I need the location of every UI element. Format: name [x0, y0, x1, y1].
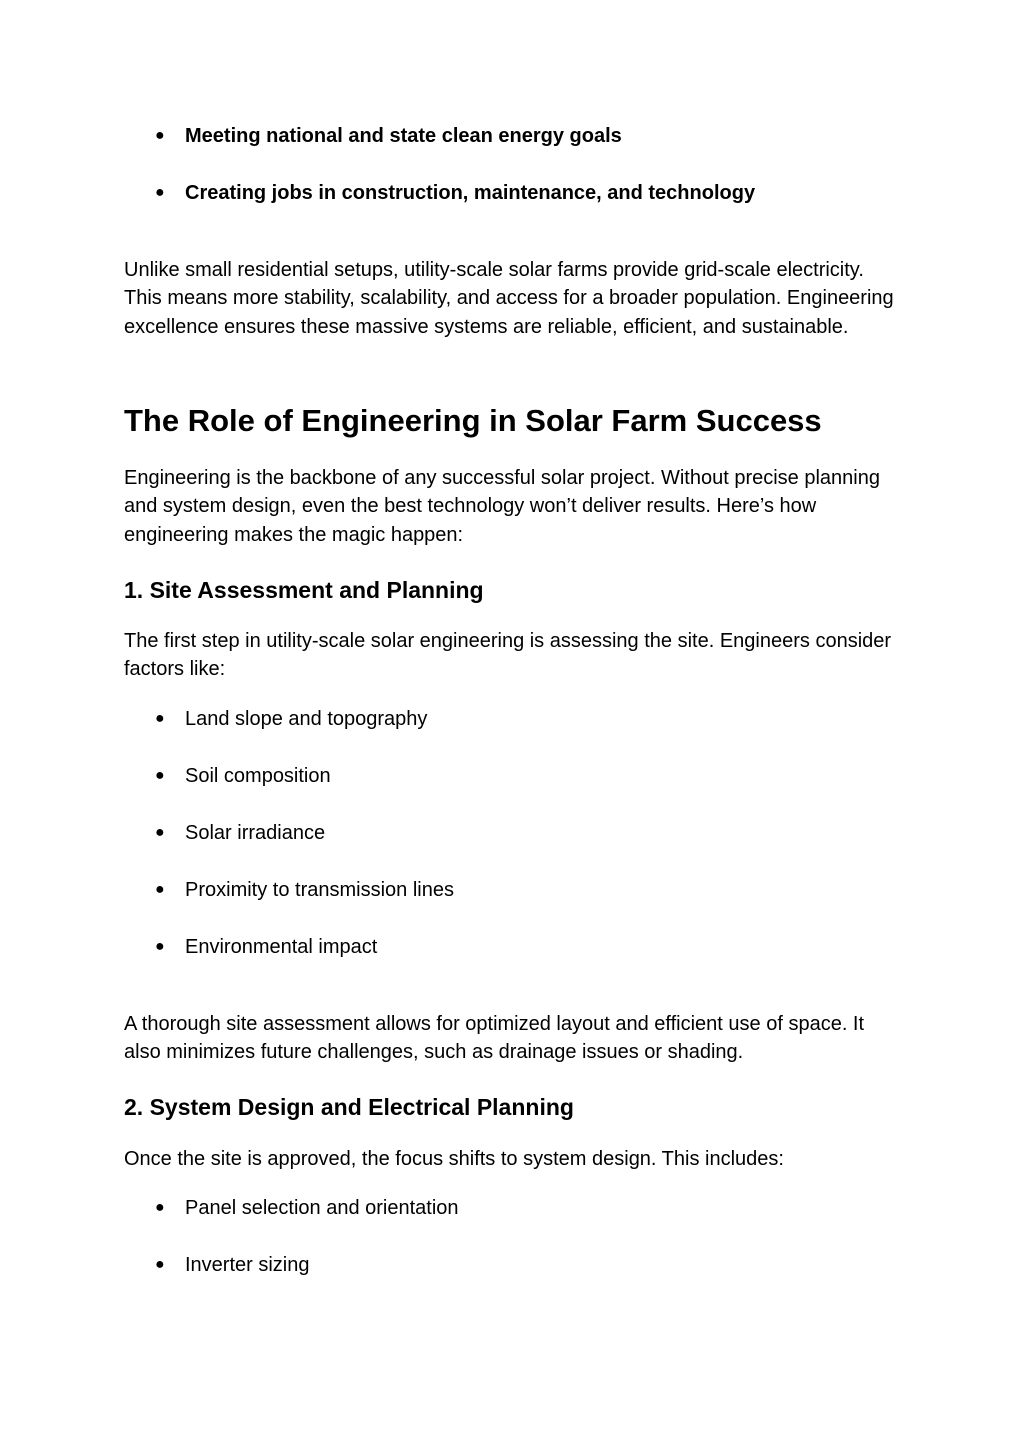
site-assessment-heading: 1. Site Assessment and Planning — [124, 577, 484, 603]
bullet-icon: ● — [155, 938, 165, 955]
site-assessment-list — [155, 707, 454, 992]
list-item-text: Solar irradiance — [185, 822, 326, 844]
bullet-icon: ● — [155, 1199, 165, 1216]
list-item-text: Inverter sizing — [185, 1254, 310, 1276]
intro-paragraph: Unlike small residential setups, utility-scale solar farms provide grid-scale electricity. This means more stability, scalability, and access for a broader population. Engineering excellence ensures these massive systems are reliable, efficient, and sustainable. — [124, 259, 894, 338]
list-item — [155, 124, 755, 181]
list-item — [155, 707, 454, 764]
list-item-text: Environmental impact — [185, 936, 378, 958]
list-item-text: Soil composition — [185, 765, 331, 787]
system-design-list — [155, 1196, 459, 1310]
bullet-icon: ● — [155, 824, 165, 841]
list-item-text: Land slope and topography — [185, 708, 428, 730]
bullet-icon: ● — [155, 710, 165, 727]
section-intro-paragraph: Engineering is the backbone of any successful solar project. Without precise planning and system design, even the best technology won’t deliver results. Here’s how engineering makes the magic happen: — [124, 467, 880, 546]
list-item — [155, 935, 454, 992]
list-item-text: Proximity to transmission lines — [185, 879, 454, 901]
section-title: The Role of Engineering in Solar Farm Success — [124, 403, 822, 438]
list-item — [155, 181, 755, 238]
system-design-intro: Once the site is approved, the focus shifts to system design. This includes: — [124, 1148, 784, 1170]
list-item-text: Meeting national and state clean energy goals — [185, 125, 622, 147]
list-item — [155, 764, 454, 821]
bullet-icon: ● — [155, 881, 165, 898]
list-item — [155, 821, 454, 878]
intro-bullet-list — [155, 124, 755, 238]
site-assessment-intro: The first step in utility-scale solar engineering is assessing the site. Engineers consider factors like: — [124, 630, 892, 681]
list-item — [155, 878, 454, 935]
bullet-icon: ● — [155, 767, 165, 784]
system-design-heading: 2. System Design and Electrical Planning — [124, 1094, 574, 1120]
list-item — [155, 1253, 459, 1310]
list-item — [155, 1196, 459, 1253]
list-item-text: Creating jobs in construction, maintenance, and technology — [185, 182, 756, 204]
site-assessment-conclusion: A thorough site assessment allows for optimized layout and efficient use of space. It also minimizes future challenges, such as drainage issues or shading. — [124, 1013, 865, 1064]
bullet-icon: ● — [155, 127, 165, 144]
bullet-icon: ● — [155, 1256, 165, 1273]
list-item-text: Panel selection and orientation — [185, 1197, 459, 1219]
bullet-icon: ● — [155, 184, 165, 201]
